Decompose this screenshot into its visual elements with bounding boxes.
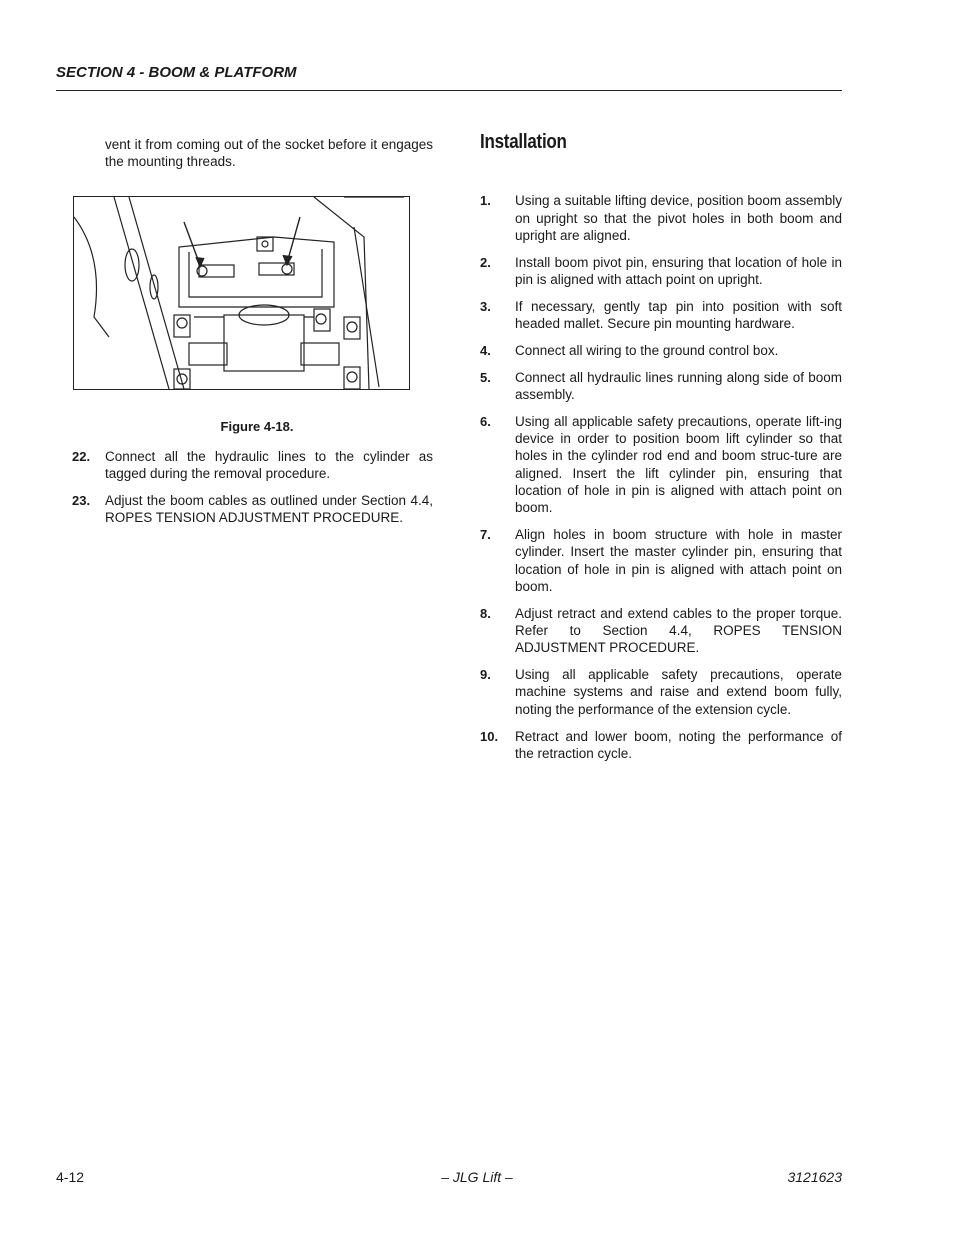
step-number: 22. [72,448,91,464]
step-text: Align holes in boom structure with hole in master cylinder. Insert the master cylinder pin, ensuring that location of hole in pin is aligned with attach point on boom. [515,527,842,594]
installation-heading: Installation [480,131,567,153]
step-text: Connect all the hydraulic lines to the cylinder as tagged during the removal procedure. [105,448,433,482]
step-text: Using all applicable safety precautions, operate machine systems and raise and extend boom fully, noting the performance of the extension cycle. [515,667,842,717]
list-item [480,369,842,404]
right-column [480,131,842,772]
step-text: Adjust retract and extend cables to the proper torque. Refer to Section 4.4, ROPES TENSION ADJUSTMENT PROCEDURE. [515,605,842,656]
section-title: SECTION 4 - BOOM & PLATFORM [56,64,297,81]
step-text: Install boom pivot pin, ensuring that location of hole in pin is aligned with attach point on upright. [515,254,842,287]
list-item [480,298,842,333]
step-number: 3. [480,298,491,314]
step-number: 2. [480,254,491,270]
list-item [480,413,842,517]
installation-step-list [480,192,842,762]
step-number: 5. [480,369,491,385]
step-number: 7. [480,527,491,543]
intro-paragraph: vent it from coming out of the socket before it engages the mounting threads. [105,137,433,170]
list-item [480,605,842,657]
step-number: 1. [480,193,491,209]
list-item [480,254,842,289]
list-item [480,526,842,595]
step-text: Retract and lower boom, noting the performance of the retraction cycle. [515,728,842,761]
list-item [72,492,433,527]
document-number: 3121623 [787,1169,842,1185]
step-number: 9. [480,667,491,683]
figure-illustration [73,196,410,390]
step-number: 23. [72,492,91,508]
step-text: Connect all hydraulic lines running along side of boom assembly. [515,369,842,402]
section-header [56,64,842,91]
step-text: Using all applicable safety precautions, operate lift-ing device in order to position boom lift cylinder so that holes in the cylinder rod end and boom struc-ture are aligned. Insert the lift cylinder pin, ensuring that location of hole in pin is aligned with attach point on boom. [515,413,842,516]
list-item [72,448,433,483]
list-item [480,192,842,244]
step-number: 4. [480,342,491,358]
step-text: Connect all wiring to the ground control box. [515,342,779,358]
figure-caption: Figure 4-18. [220,418,294,434]
step-text: Adjust the boom cables as outlined under Section 4.4, ROPES TENSION ADJUSTMENT PROCEDURE. [105,492,433,526]
page-number: 4-12 [56,1169,85,1185]
list-item [480,666,842,718]
step-number: 6. [480,413,491,429]
list-item [480,728,842,763]
step-number: 8. [480,605,491,621]
step-text: If necessary, gently tap pin into position with soft headed mallet. Secure pin mounting hardware. [515,298,842,332]
left-step-list [72,448,433,527]
step-text: Using a suitable lifting device, position boom assembly on upright so that the pivot holes in both boom and upright are aligned. [515,193,842,243]
boom-cylinder-drawing [74,197,409,389]
left-column [72,136,433,536]
list-item [480,342,842,359]
step-number: 10. [480,728,499,744]
footer-brand: – JLG Lift – [441,1169,513,1185]
